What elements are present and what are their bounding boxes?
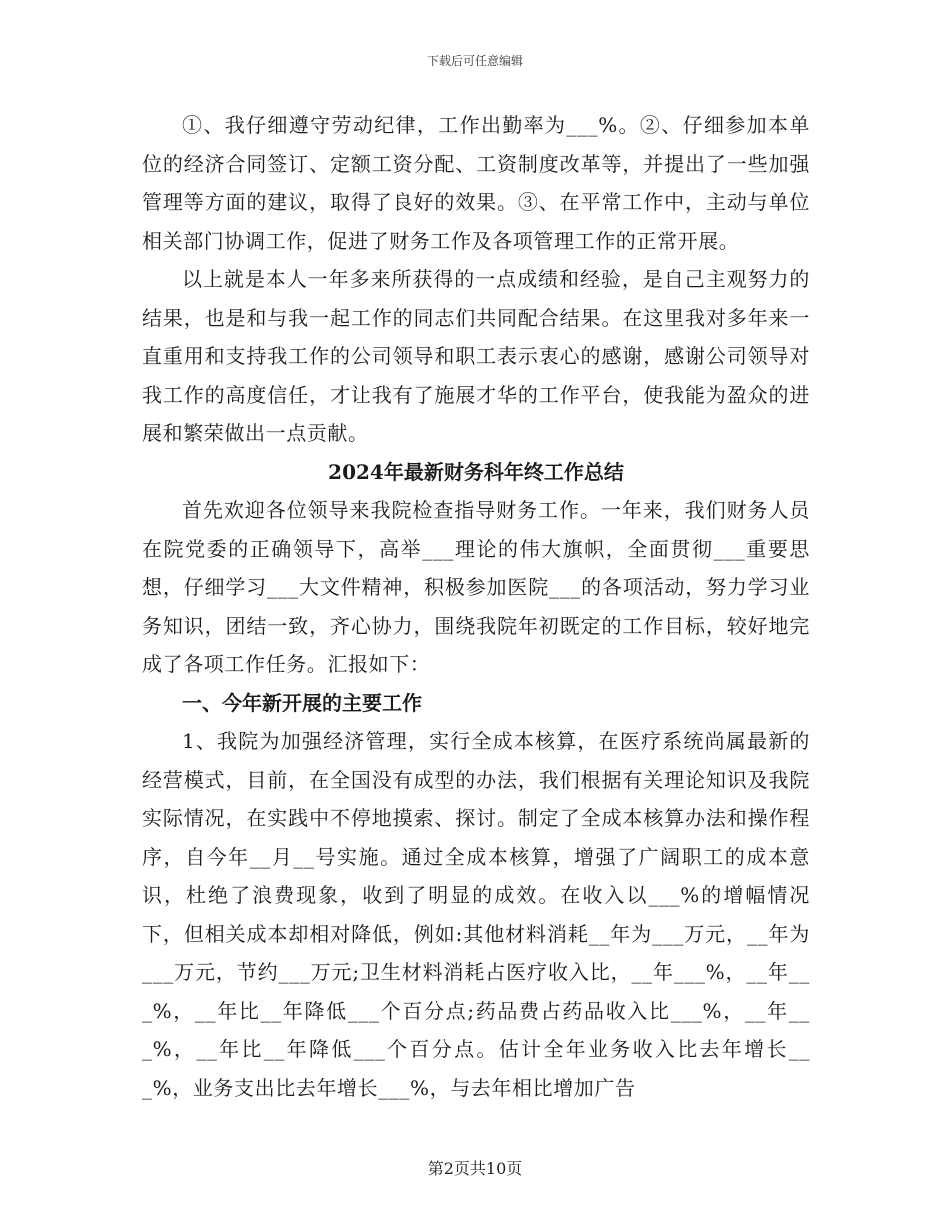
section-heading-main-work: 一、今年新开展的主要工作: [182, 690, 422, 715]
paragraph-acknowledgement: 以上就是本人一年多来所获得的一点成绩和经验，是自己主观努力的结果，也是和与我一起工作的同志们共同配合结果。在这里我对多年来一直重用和支持我工作的公司领导和职工表示衷心的感谢，感谢公司领导对我工作的高度信任，才让我有了施展才华的工作平台，使我能为盈众的进展和繁荣做出一点贡献。: [142, 267, 810, 445]
page-header: 下载后可任意编辑: [426, 54, 523, 68]
page-footer: 第2页共10页: [427, 1159, 523, 1178]
paragraph-work-discipline: ①、我仔细遵守劳动纪律，工作出勤率为___%。②、仔细参加本单位的经济合同签订、定额工资分配、工资制度改革等，并提出了一些加强管理等方面的建议，取得了良好的效果。③、在平常工作中，主动与单位相关部门协调工作，促进了财务工作及各项管理工作的正常开展。: [142, 113, 810, 253]
paragraph-introduction: 首先欢迎各位领导来我院检查指导财务工作。一年来，我们财务人员在院党委的正确领导下，高举___理论的伟大旗帜，全面贯彻___重要思想，仔细学习___大文件精神，积极参加医院___的各项活动，努力学习业务知识，团结一致，齐心协力，围绕我院年初既定的工作目标，较好地完成了各项工作任务。汇报如下：: [142, 498, 810, 676]
document-body: [142, 106, 810, 1107]
paragraph-cost-accounting: 1、我院为加强经济管理，实行全成本核算，在医疗系统尚属最新的经营模式，目前，在全国没有成型的办法，我们根据有关理论知识及我院实际情况，在实践中不停地摸索、探讨。制定了全成本核算办法和操作程序，自今年__月__号实施。通过全成本核算，增强了广阔职工的成本意识，杜绝了浪费现象，收到了明显的成效。在收入以___%的增幅情况下，但相关成本却相对降低，例如:其他材料消耗__年为___万元，__年为___万元，节约___万元;卫生材料消耗占医疗收入比，__年___%，__年___%，__年比__年降低___个百分点;药品费占药品收入比___%，__年___%，__年比__年降低___个百分点。估计全年业务收入比去年增长___%，业务支出比去年增长___%，与去年相比增加广告: [142, 729, 810, 1100]
document-title: 2024年最新财务科年终工作总结: [328, 459, 624, 484]
